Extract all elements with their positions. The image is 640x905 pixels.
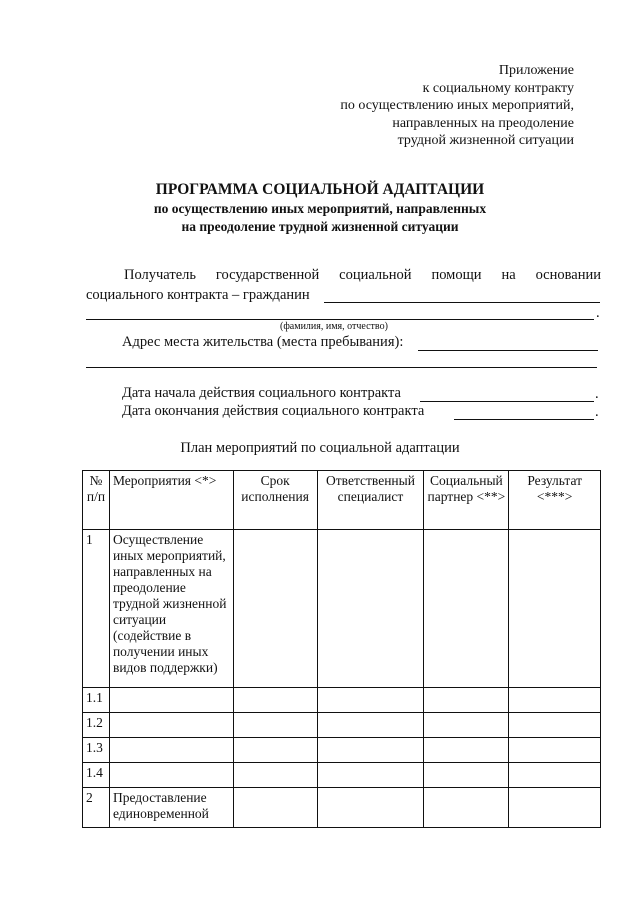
table-row <box>83 738 601 763</box>
header-partner: Социальный партнер <**> <box>424 471 509 530</box>
citizen-name-field-2[interactable] <box>86 319 594 320</box>
citizen-name-field[interactable] <box>324 302 600 303</box>
term-cell[interactable] <box>233 763 317 788</box>
fio-hint: (фамилия, имя, отчество) <box>280 321 388 332</box>
start-date-field[interactable] <box>420 401 594 402</box>
partner-cell[interactable] <box>424 763 509 788</box>
responsible-cell[interactable] <box>317 788 424 828</box>
result-cell[interactable] <box>509 738 601 763</box>
plan-title: План мероприятий по социальной адаптации <box>180 440 460 456</box>
row-activity: Предоставление единовременной <box>109 788 233 828</box>
result-cell[interactable] <box>509 530 601 688</box>
recipient-word: помощи <box>431 267 482 283</box>
start-date-label: Дата начала действия социального контракта <box>122 385 401 401</box>
partner-cell[interactable] <box>424 788 509 828</box>
partner-cell[interactable] <box>424 738 509 763</box>
term-cell[interactable] <box>233 530 317 688</box>
header-activities: Мероприятия <*> <box>109 471 233 530</box>
recipient-word: государственной <box>215 267 320 283</box>
responsible-cell[interactable] <box>317 738 424 763</box>
row-num: 2 <box>83 788 110 828</box>
period: . <box>595 386 599 402</box>
term-cell[interactable] <box>233 713 317 738</box>
row-num: 1.4 <box>83 763 110 788</box>
table-row <box>83 688 601 713</box>
table-row <box>83 713 601 738</box>
address-field[interactable] <box>418 350 598 351</box>
row-activity[interactable] <box>109 688 233 713</box>
header-num: № п/п <box>83 471 110 530</box>
partner-cell[interactable] <box>424 530 509 688</box>
header-term: Срок исполнения <box>233 471 317 530</box>
end-date-label: Дата окончания действия социального контракта <box>122 403 425 419</box>
row-num: 1 <box>83 530 110 688</box>
appendix-line: направленных на преодоление <box>392 115 574 131</box>
document-subtitle-2: на преодоление трудной жизненной ситуации <box>181 219 459 234</box>
period: . <box>596 305 600 321</box>
result-cell[interactable] <box>509 688 601 713</box>
header-responsible: Ответственный специалист <box>317 471 424 530</box>
period: . <box>595 404 599 420</box>
header-result: Результат <***> <box>509 471 601 530</box>
row-activity[interactable] <box>109 763 233 788</box>
recipient-word: на <box>501 267 516 283</box>
row-num: 1.3 <box>83 738 110 763</box>
row-num: 1.2 <box>83 713 110 738</box>
partner-cell[interactable] <box>424 713 509 738</box>
responsible-cell[interactable] <box>317 713 424 738</box>
row-activity[interactable] <box>109 713 233 738</box>
appendix-line: по осуществлению иных мероприятий, <box>340 98 574 113</box>
responsible-cell[interactable] <box>317 763 424 788</box>
appendix-line: к социальному контракту <box>422 80 574 96</box>
recipient-line <box>86 267 601 284</box>
recipient-word: основании <box>535 267 601 283</box>
term-cell[interactable] <box>233 788 317 828</box>
table-row <box>83 788 601 828</box>
recipient-word: Получатель <box>124 267 196 283</box>
end-date-field[interactable] <box>454 419 594 420</box>
plan-table <box>82 470 601 828</box>
partner-cell[interactable] <box>424 688 509 713</box>
document-title: ПРОГРАММА СОЦИАЛЬНОЙ АДАПТАЦИИ <box>155 181 485 198</box>
appendix-line: Приложение <box>498 63 574 78</box>
row-activity: Осуществление иных мероприятий, направленных на преодоление трудной жизненной ситуации (содействие в получении иных видов поддержки) <box>109 530 233 688</box>
recipient-word: социальной <box>339 267 412 283</box>
address-field-2[interactable] <box>86 367 597 368</box>
result-cell[interactable] <box>509 788 601 828</box>
row-activity[interactable] <box>109 738 233 763</box>
appendix-header <box>340 62 574 150</box>
document-subtitle-1: по осуществлению иных мероприятий, направленных <box>153 201 487 216</box>
row-num: 1.1 <box>83 688 110 713</box>
table-row <box>83 763 601 788</box>
table-header-row <box>83 471 601 530</box>
recipient-contract-label: социального контракта – гражданин <box>86 287 310 303</box>
term-cell[interactable] <box>233 738 317 763</box>
result-cell[interactable] <box>509 713 601 738</box>
result-cell[interactable] <box>509 763 601 788</box>
term-cell[interactable] <box>233 688 317 713</box>
responsible-cell[interactable] <box>317 530 424 688</box>
responsible-cell[interactable] <box>317 688 424 713</box>
table-row <box>83 530 601 688</box>
appendix-line: трудной жизненной ситуации <box>397 133 574 148</box>
address-label: Адрес места жительства (места пребывания): <box>122 334 404 350</box>
